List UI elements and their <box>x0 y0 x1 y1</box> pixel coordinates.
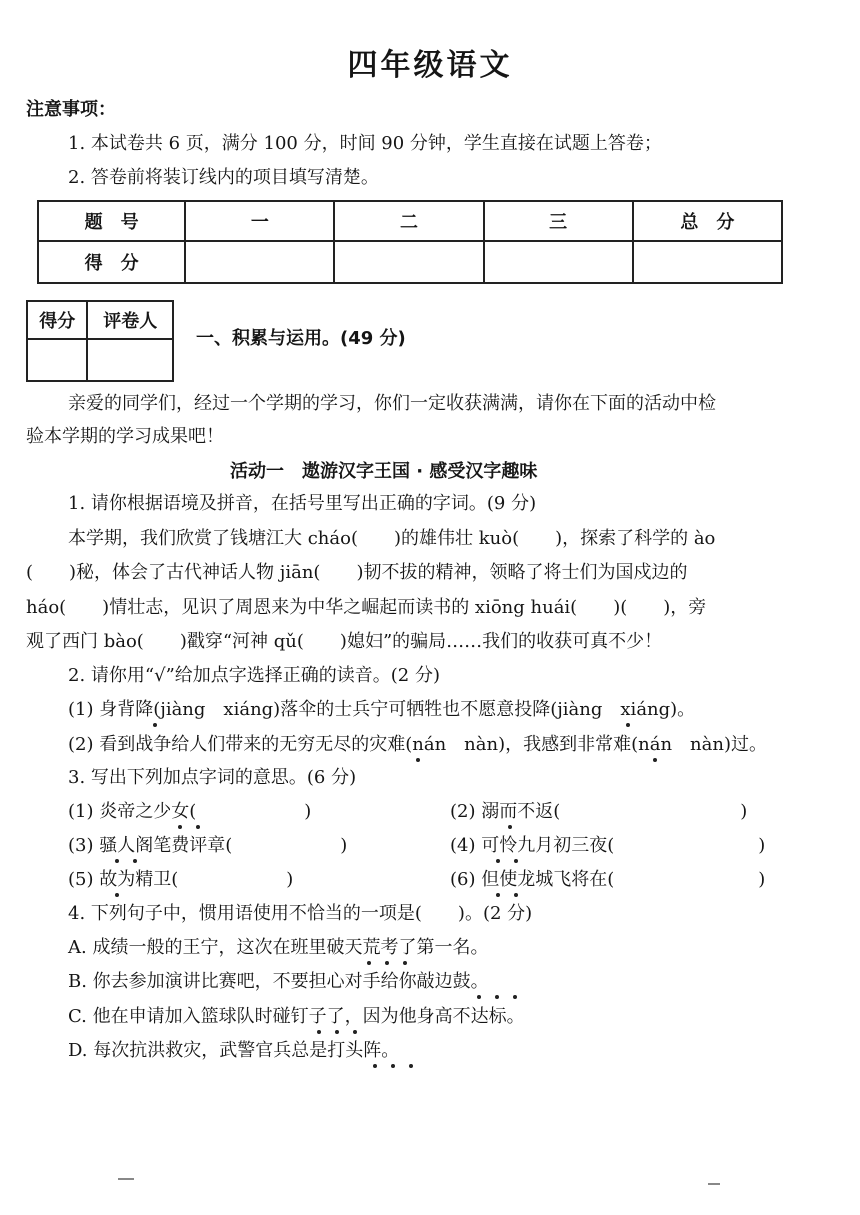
activity-heading: 活动一 遨游汉字王国 · 感受汉字趣味 <box>230 461 538 482</box>
emphasis-dot <box>403 961 407 965</box>
intro-line-2: 验本学期的学习成果吧！ <box>26 426 224 447</box>
question-4-option: A. 成绩一般的王宁，这次在班里破天荒考了第一名。 <box>68 937 489 958</box>
emphasis-dot <box>416 758 420 762</box>
grader-box-grader-label: 评卷人 <box>87 301 173 339</box>
question-3-item: (2) 溺而不返( ) <box>450 801 748 822</box>
emphasis-dot <box>391 1064 395 1068</box>
emphasis-dot <box>115 893 119 897</box>
score-table <box>37 200 783 284</box>
emphasis-dot <box>513 995 517 999</box>
emphasis-dot <box>626 723 630 727</box>
emphasis-dot <box>335 1030 339 1034</box>
score-cell[interactable] <box>484 241 633 283</box>
grader-box-score-label: 得分 <box>27 301 87 339</box>
emphasis-dot <box>373 1064 377 1068</box>
score-table-header: 三 <box>484 201 633 241</box>
score-table-header: 题 号 <box>38 201 185 241</box>
emphasis-dot <box>196 825 200 829</box>
emphasis-dot <box>115 859 119 863</box>
grader-name-cell[interactable] <box>87 339 173 381</box>
notice-item-1: 1. 本试卷共 6 页，满分 100 分，时间 90 分钟，学生直接在试题上答卷； <box>68 133 662 154</box>
emphasis-dot <box>495 995 499 999</box>
emphasis-dot <box>409 1064 413 1068</box>
emphasis-dot <box>153 723 157 727</box>
score-table-row-label: 得 分 <box>38 241 185 283</box>
section-heading: 一、积累与运用。(49 分) <box>196 328 406 349</box>
question-2-line: (2) 看到战争给人们带来的无穷无尽的灾难(nán nàn)，我感到非常难(nán nàn)过。 <box>68 734 767 755</box>
emphasis-dot <box>385 961 389 965</box>
notice-item-2: 2. 答卷前将装订线内的项目填写清楚。 <box>68 167 379 188</box>
question-3-item: (3) 骚人阁笔费评章( ) <box>68 835 348 856</box>
question-4-option: B. 你去参加演讲比赛吧，不要担心对手给你敲边鼓。 <box>68 971 489 992</box>
question-4-option: D. 每次抗洪救灾，武警官兵总是打头阵。 <box>68 1040 400 1061</box>
question-3-item: (6) 但使龙城飞将在( ) <box>450 869 766 890</box>
emphasis-dot <box>514 893 518 897</box>
intro-line-1: 亲爱的同学们，经过一个学期的学习，你们一定收获满满，请你在下面的活动中检 <box>68 393 716 414</box>
question-1-stem: 1. 请你根据语境及拼音，在括号里写出正确的字词。(9 分) <box>68 493 537 514</box>
question-1-line: 观了西门 bào( )戳穿“河神 qǔ( )媳妇”的骗局……我们的收获可真不少！ <box>26 631 663 652</box>
emphasis-dot <box>514 859 518 863</box>
emphasis-dot <box>133 859 137 863</box>
score-table-header: 二 <box>334 201 483 241</box>
question-2-line: (1) 身背降(jiàng xiáng)落伞的士兵宁可牺牲也不愿意投降(jiàng xiáng)。 <box>68 699 696 720</box>
question-4-stem: 4. 下列句子中，惯用语使用不恰当的一项是( )。(2 分) <box>68 903 533 924</box>
question-4-option: C. 他在申请加入篮球队时碰钉子了，因为他身高不达标。 <box>68 1006 525 1027</box>
notice-heading: 注意事项： <box>26 99 116 120</box>
grader-box <box>26 300 174 382</box>
emphasis-dot <box>653 758 657 762</box>
question-3-stem: 3. 写出下列加点字词的意思。(6 分) <box>68 767 357 788</box>
emphasis-dot <box>178 825 182 829</box>
emphasis-dot <box>367 961 371 965</box>
question-3-item: (1) 炎帝之少女( ) <box>68 801 312 822</box>
score-cell[interactable] <box>334 241 483 283</box>
emphasis-dot <box>317 1030 321 1034</box>
emphasis-dot <box>496 859 500 863</box>
question-1-line: háo( )情壮志，见识了周恩来为中华之崛起而读书的 xiōng huái( )( )，旁 <box>26 597 707 618</box>
question-2-stem: 2. 请你用“√”给加点字选择正确的读音。(2 分) <box>68 665 440 686</box>
emphasis-dot <box>508 825 512 829</box>
emphasis-dot <box>496 893 500 897</box>
emphasis-dot <box>353 1030 357 1034</box>
scan-mark <box>118 1178 134 1180</box>
grader-score-cell[interactable] <box>27 339 87 381</box>
emphasis-dot <box>477 995 481 999</box>
page-title: 四年级语文 <box>347 48 513 83</box>
score-table-header: 总 分 <box>633 201 782 241</box>
question-1-line: ( )秘，体会了古代神话人物 jiān( )韧不拔的精神，领略了将士们为国戍边的 <box>26 562 688 583</box>
question-1-line: 本学期，我们欣赏了钱塘江大 cháo( )的雄伟壮 kuò( )，探索了科学的 ào <box>68 528 716 549</box>
scan-mark <box>708 1183 720 1185</box>
score-cell[interactable] <box>185 241 334 283</box>
question-3-item: (5) 故为精卫( ) <box>68 869 294 890</box>
score-cell[interactable] <box>633 241 782 283</box>
score-table-header: 一 <box>185 201 334 241</box>
question-3-item: (4) 可怜九月初三夜( ) <box>450 835 766 856</box>
